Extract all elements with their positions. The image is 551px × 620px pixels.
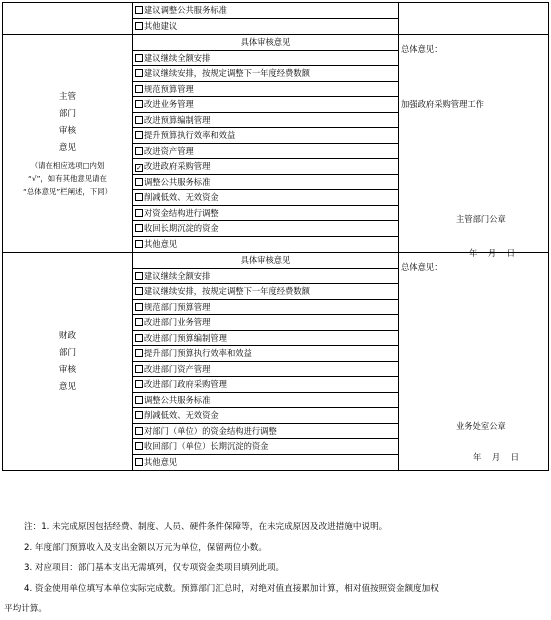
option-label: 建议继续安排，按规定调整下一年度经费数额 (144, 286, 310, 296)
checkbox[interactable] (135, 365, 143, 373)
option-row (133, 144, 398, 160)
checkbox[interactable] (135, 287, 143, 295)
checkbox[interactable] (135, 380, 143, 388)
supervisor-label (3, 35, 133, 253)
checkbox[interactable] (135, 411, 143, 419)
option-label: 削减低效、无效资金 (144, 410, 219, 420)
option-row (133, 82, 398, 98)
option-label: 其他建议 (144, 20, 178, 31)
option-label: 改进部门资产管理 (144, 363, 211, 374)
option-row (133, 159, 398, 175)
checkbox[interactable] (135, 69, 143, 77)
checkbox[interactable] (135, 224, 143, 232)
footnote-line: 3. 对应项目：部门基本支出无需填列，仅专项资金类项目填列此项。 (24, 563, 285, 573)
option-row (133, 206, 398, 222)
finance-options-header: 具体审核意见 (133, 253, 398, 269)
footnote-line: 注：1. 未完成原因包括经费、制度、人员、硬件条件保障等，在未完成原因及改进措施中说明。 (24, 522, 388, 532)
finance-overall-title: 总体意见： (401, 262, 443, 272)
checkbox[interactable] (135, 334, 143, 342)
footnote-line: 2. 年度部门预算收入及支出金额以万元为单位，保留两位小数。 (24, 542, 267, 553)
option-row (133, 128, 398, 144)
instruction-note-line: （请在相应选项□内划 (30, 161, 105, 170)
checkbox[interactable] (135, 396, 143, 404)
option-row (133, 346, 398, 362)
option-label: 改进部门业务管理 (144, 317, 211, 327)
option-row (133, 455, 398, 471)
finance-label-line: 财政 (58, 330, 77, 341)
option-label: 规范预算管理 (144, 83, 194, 94)
checkbox[interactable] (135, 209, 143, 217)
top-partial-row (3, 3, 549, 35)
option-label: 改进预算编制管理 (144, 114, 211, 125)
supervisor-section (3, 35, 549, 253)
option-row (133, 237, 398, 253)
top-partial-label (3, 3, 133, 35)
option-row (133, 300, 398, 316)
option-label: 其他意见 (144, 238, 178, 249)
option-label: 提升预算执行效率和效益 (144, 130, 236, 140)
finance-date: 年 月 日 (473, 452, 519, 462)
option-row (133, 284, 398, 300)
checkbox[interactable] (135, 193, 143, 201)
option-row (133, 175, 398, 191)
option-label: 对资金结构进行调整 (144, 207, 219, 218)
option-label: 削减低效、无效资金 (144, 192, 219, 202)
checkbox[interactable] (135, 442, 143, 450)
supervisor-overall-title: 总体意见： (401, 44, 443, 54)
top-partial-options (133, 3, 399, 35)
finance-label (3, 253, 133, 471)
checkbox[interactable] (135, 22, 143, 30)
supervisor-label-line: 部门 (58, 109, 77, 119)
supervisor-overall-text: 加强政府采购管理工作 (401, 99, 484, 109)
checkbox[interactable] (135, 303, 143, 311)
instruction-note (3, 159, 132, 198)
option-row (133, 439, 398, 455)
option-row (133, 3, 398, 19)
finance-options (133, 253, 399, 471)
checkbox[interactable] (135, 318, 143, 326)
option-row (133, 377, 398, 393)
option-row (133, 393, 398, 409)
option-label: 改进部门预算编制管理 (144, 332, 227, 343)
instruction-note-line: “总体意见”栏阐述，下同） (23, 187, 112, 196)
checkbox[interactable] (135, 349, 143, 357)
option-label: 提升部门预算执行效率和效益 (144, 348, 252, 358)
option-label: 收回部门（单位）长期沉淀的资金 (144, 441, 269, 451)
checkmark-icon[interactable]: ✓ (136, 164, 142, 172)
supervisor-date: 年 月 日 (469, 248, 515, 258)
option-label: 对部门（单位）的资金结构进行调整 (144, 425, 277, 436)
option-row (133, 221, 398, 237)
checkbox[interactable] (135, 116, 143, 124)
checkbox[interactable] (135, 147, 143, 155)
option-label: 调整公共服务标准 (144, 394, 211, 405)
finance-section (3, 253, 549, 471)
checkbox[interactable] (135, 178, 143, 186)
option-row (133, 190, 398, 206)
option-label: 建议继续全额安排 (144, 270, 211, 281)
review-form (2, 2, 548, 471)
instruction-note-line: “√”，如有其他意见请在 (28, 174, 107, 183)
checkbox[interactable] (135, 131, 143, 139)
option-label: 调整公共服务标准 (144, 176, 211, 187)
option-label: 规范部门预算管理 (144, 301, 211, 312)
finance-overall[interactable] (399, 253, 549, 471)
option-label: 改进业务管理 (144, 99, 194, 109)
finance-label-line: 审核 (58, 364, 77, 375)
supervisor-options (133, 35, 399, 253)
option-row (133, 315, 398, 331)
footnotes (0, 517, 551, 620)
checkbox[interactable] (135, 458, 143, 466)
option-label: 建议调整公共服务标准 (144, 5, 227, 15)
finance-label-line: 部门 (58, 347, 77, 358)
option-label: 收回长期沉淀的资金 (144, 223, 219, 233)
footnote-line: 平均计算。 (4, 604, 47, 614)
option-label: 建议继续全额安排 (144, 52, 211, 63)
option-row (133, 362, 398, 378)
option-label: 建议继续安排，按规定调整下一年度经费数额 (144, 68, 310, 78)
option-label: 其他意见 (144, 456, 178, 467)
finance-seal: 业务处室公章 (456, 421, 506, 431)
option-row (133, 19, 398, 35)
option-row (133, 113, 398, 129)
option-row (133, 66, 398, 82)
supervisor-options-header: 具体审核意见 (133, 35, 398, 51)
footnote-line: 4. 资金使用单位填写本单位实际完成数。预算部门汇总时，对绝对值直接累加计算，相对值按照资金额度加权 (24, 583, 439, 594)
supervisor-label-line: 意见 (58, 143, 77, 153)
supervisor-label-line: 主管 (58, 92, 77, 102)
top-partial-overall (399, 3, 549, 35)
checkbox[interactable] (135, 272, 143, 280)
checkbox[interactable] (135, 427, 143, 435)
option-label: 改进政府采购管理 (144, 161, 211, 171)
checkbox[interactable] (135, 240, 143, 248)
supervisor-overall[interactable] (399, 35, 549, 258)
checkbox[interactable] (135, 54, 143, 62)
review-table (2, 2, 549, 471)
option-label: 改进部门政府采购管理 (144, 379, 227, 389)
checkbox[interactable] (135, 100, 143, 108)
option-row (133, 97, 398, 113)
option-row (133, 408, 398, 424)
option-label: 改进资产管理 (144, 145, 194, 156)
option-row (133, 331, 398, 347)
option-row (133, 269, 398, 285)
checkbox[interactable] (135, 6, 143, 14)
checkbox[interactable] (135, 85, 143, 93)
supervisor-label-line: 审核 (58, 126, 77, 136)
finance-label-line: 意见 (58, 381, 77, 392)
option-row (133, 424, 398, 440)
option-row (133, 51, 398, 67)
supervisor-seal: 主管部门公章 (456, 214, 506, 224)
